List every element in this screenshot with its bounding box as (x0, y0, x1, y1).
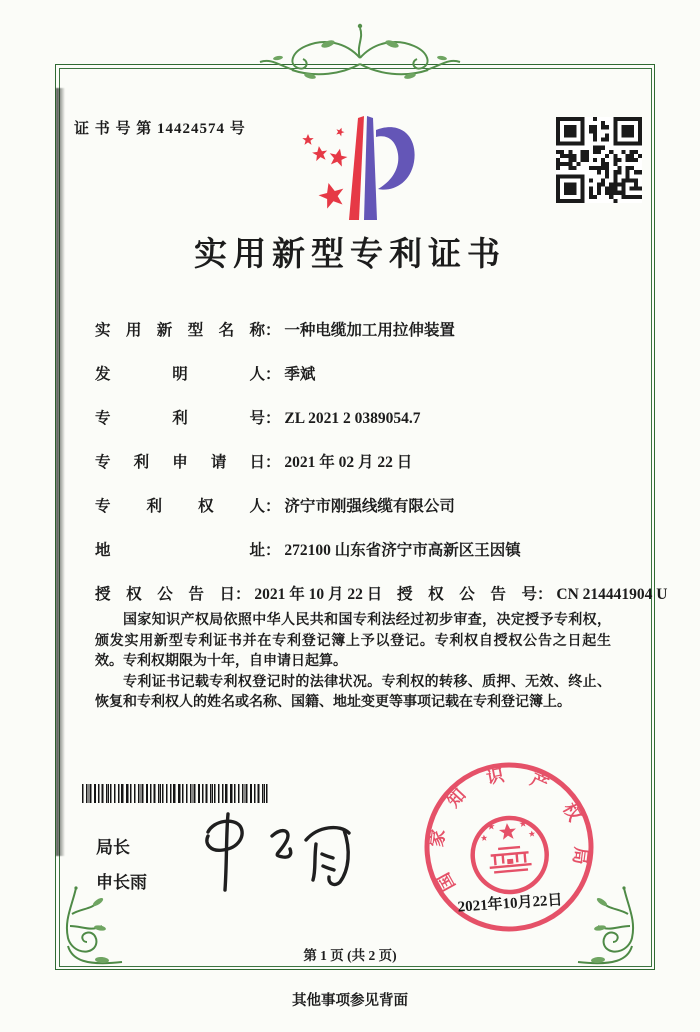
seal-text: 国家知识产权局 (426, 764, 592, 895)
field-value: 季斌 (284, 366, 316, 383)
national-emblem (470, 815, 550, 895)
field-label: 授权公告日 (95, 586, 235, 603)
logo-stars (302, 126, 349, 210)
signer-name: 申长雨 (96, 873, 147, 892)
field-row-name (95, 320, 645, 341)
field-value: 济宁市刚强线缆有限公司 (284, 498, 455, 515)
field-value: CN 214441904 U (556, 586, 668, 603)
colon: ： (265, 542, 281, 559)
field-label: 专利号 (95, 410, 265, 427)
field-row-address (95, 540, 645, 561)
field-label: 实用新型名称 (95, 322, 265, 339)
page-number: 第 1 页 (共 2 页) (303, 948, 397, 963)
legal-paragraph-1: 国家知识产权局依照中华人民共和国专利法经过初步审查，决定授予专利权，颁发实用新型专利证书并在专利登记簿上予以登记。专利权自授权公告之日起生效。专利权期限为十年，自申请日起算。 (95, 613, 611, 670)
scan-shadow (56, 88, 65, 856)
colon: ： (235, 586, 251, 603)
legal-paragraph-2: 专利证书记载专利权登记时的法律状况。专利权的转移、质押、无效、终止、恢复和专利权人的姓名或名称、国籍、地址变更等事项记载在专利登记簿上。 (95, 674, 611, 711)
field-label: 授权公告号 (397, 586, 537, 603)
field-row-filing-date (95, 452, 645, 473)
field-label: 地址 (95, 542, 265, 559)
field-row-inventor (95, 364, 645, 385)
corner-flourish-left-icon (42, 886, 124, 978)
back-side-note: 其他事项参见背面 (292, 993, 408, 1009)
field-row-patentee (95, 496, 645, 517)
field-label: 发明人 (95, 366, 265, 383)
signer-title: 局长 (96, 838, 130, 857)
field-value: 一种电缆加工用拉伸装置 (284, 322, 455, 339)
grant-date-pair (95, 586, 382, 603)
legal-text (95, 611, 611, 714)
field-value: 272100 山东省济宁市高新区王因镇 (284, 542, 521, 559)
grant-number-pair (397, 584, 667, 605)
colon: ： (265, 498, 281, 515)
field-value: 2021 年 02 月 22 日 (284, 454, 413, 471)
field-label: 专利申请日 (95, 454, 265, 471)
colon: ： (537, 586, 553, 603)
certificate-number: 证 书 号 第 14424574 号 (74, 121, 246, 137)
field-label: 专利权人 (95, 498, 265, 515)
colon: ： (265, 322, 281, 339)
field-row-patent-no (95, 408, 645, 429)
colon: ： (265, 410, 281, 427)
field-value: ZL 2021 2 0389054.7 (284, 410, 421, 427)
seal-date: 2021年10月22日 (457, 892, 564, 916)
top-flourish-ornament-icon (258, 18, 462, 92)
field-row-grant (95, 584, 668, 605)
field-list (95, 320, 668, 628)
cnipa-logo-icon (296, 110, 424, 228)
certificate-title: 实用新型专利证书 (194, 237, 506, 273)
field-value: 2021 年 10 月 22 日 (254, 586, 383, 603)
logo-wedge (349, 116, 415, 220)
qr-code (556, 117, 642, 203)
barcode (82, 784, 270, 803)
colon: ： (265, 366, 281, 383)
colon: ： (265, 454, 281, 471)
handwritten-signature-icon (192, 808, 372, 898)
